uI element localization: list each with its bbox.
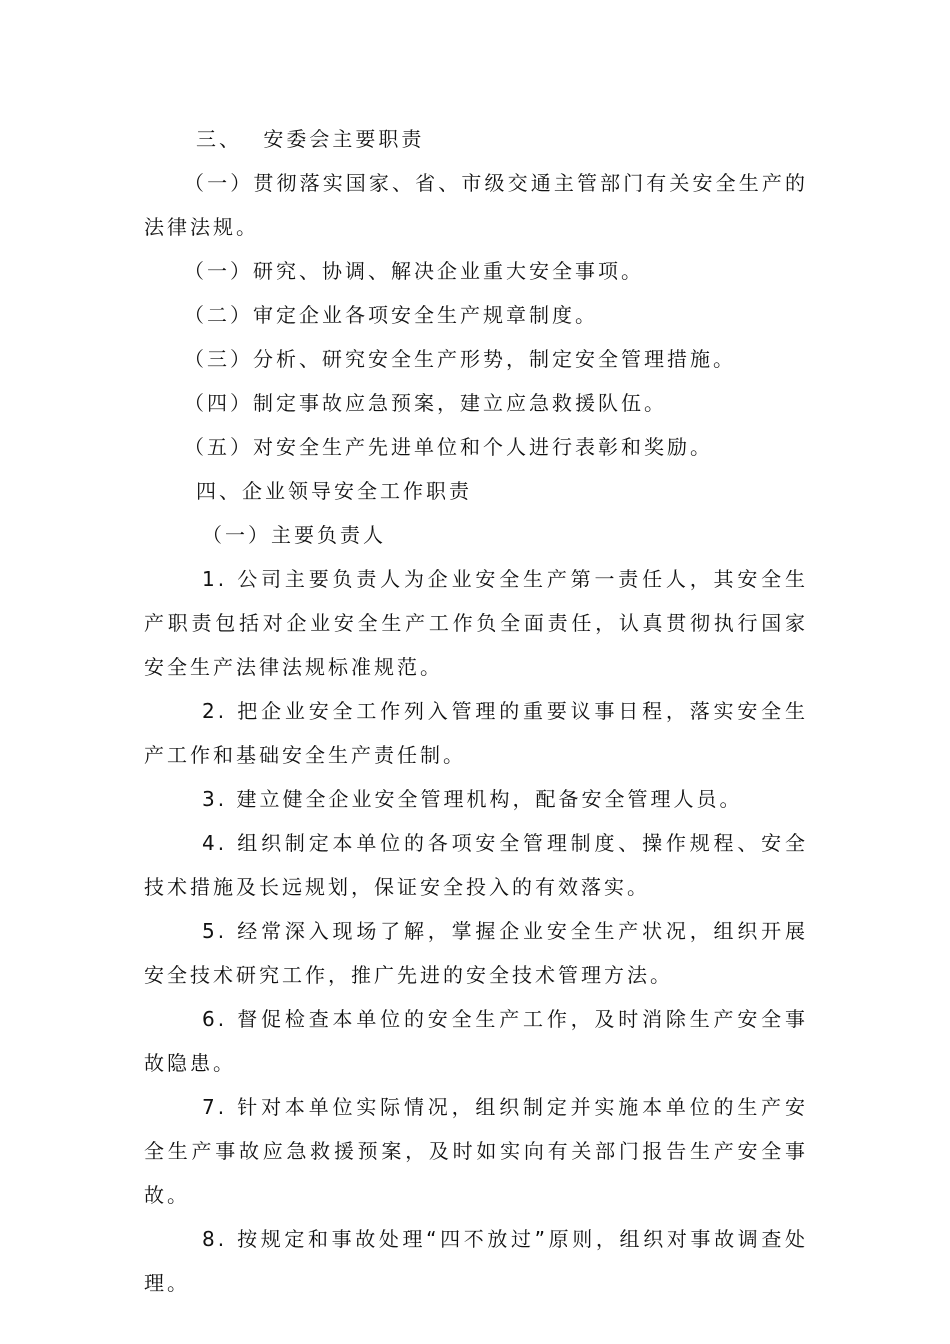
numbered-item: 6. 督促检查本单位的安全生产工作，及时消除生产安全事故隐患。 (144, 1007, 808, 1075)
subsection-heading: （一）主要负责人 (202, 523, 386, 547)
duty-item: （一）贯彻落实国家、省、市级交通主管部门有关安全生产的法律法规。 (144, 171, 808, 239)
document-body (144, 117, 808, 1305)
duty-item: （四）制定事故应急预案，建立应急救援队伍。 (184, 391, 667, 415)
numbered-item: 1. 公司主要负责人为企业安全生产第一责任人，其安全生产职责包括对企业安全生产工作负全面责任，认真贯彻执行国家安全生产法律法规标准规范。 (144, 567, 808, 679)
section-heading-3: 三、 安委会主要职责 (196, 127, 425, 151)
numbered-item: 8. 按规定和事故处理“四不放过”原则，组织对事故调查处理。 (144, 1227, 808, 1295)
duty-item: （三）分析、研究安全生产形势，制定安全管理措施。 (184, 347, 736, 371)
numbered-item: 4. 组织制定本单位的各项安全管理制度、操作规程、安全技术措施及长远规划，保证安全投入的有效落实。 (144, 831, 808, 899)
duty-item: （一）研究、协调、解决企业重大安全事项。 (184, 259, 644, 283)
duty-item: （二）审定企业各项安全生产规章制度。 (184, 303, 598, 327)
numbered-item: 7. 针对本单位实际情况，组织制定并实施本单位的生产安全生产事故应急救援预案，及时如实向有关部门报告生产安全事故。 (144, 1095, 808, 1207)
section-heading-4: 四、企业领导安全工作职责 (196, 479, 472, 503)
numbered-item: 2. 把企业安全工作列入管理的重要议事日程，落实安全生产工作和基础安全生产责任制。 (144, 699, 808, 767)
duty-item: （五）对安全生产先进单位和个人进行表彰和奖励。 (184, 435, 713, 459)
numbered-item: 3. 建立健全企业安全管理机构，配备安全管理人员。 (202, 787, 743, 811)
numbered-item: 5. 经常深入现场了解，掌握企业安全生产状况，组织开展安全技术研究工作，推广先进的安全技术管理方法。 (144, 919, 808, 987)
